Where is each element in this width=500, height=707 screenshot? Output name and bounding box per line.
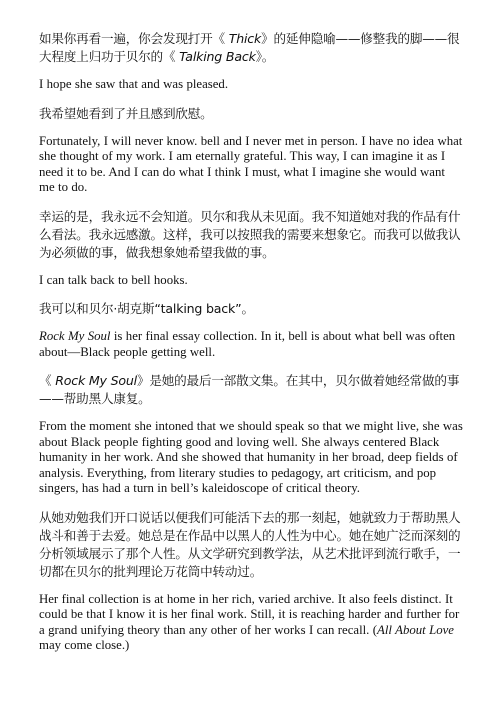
paragraph-zh-4: 我可以和贝尔·胡克斯“talking back”。 (39, 301, 254, 316)
paragraph-en-3: I can talk back to bell hooks. (39, 272, 188, 287)
paragraph-zh-3: 幸运的是，我永远不会知道。贝尔和我从未见面。我不知道她对我的作品有什么看法。我永远感激。这样，我可以按照我的需要来想象它。而我可以做我认为必须做的事，做我想象她希望我做的事。 (39, 208, 461, 260)
paragraph-en-2: Fortunately, I will never know. bell and I never met in person. I have no idea what she thought of my work. I am eternally grateful. This way, I can imagine it as I need it to be. And I can do what I think I must, what I imagine she would want me to do. (39, 133, 463, 194)
paragraph-zh-5: 《 Rock My Soul》是她的最后一部散文集。在其中，贝尔做着她经常做的事——帮助黑人康复。 (39, 373, 460, 406)
paragraph-en-1: I hope she saw that and was pleased. (39, 77, 229, 91)
paragraph-zh-2: 我希望她看到了并且感到欣慰。 (39, 105, 213, 121)
paragraph-en-6: Her final collection is at home in her rich, varied archive. It also feels distinct. It could be that I know it is her final work. Still, it is reaching harder and further for a grand unifying theory than any other of her works I can recall. (All About Love may come close.) (39, 591, 460, 652)
paragraph-zh-6: 从她劝勉我们开口说话以便我们可能活下去的那一刻起，她就致力于帮助黑人战斗和善于去爱。她总是在作品中以黑人的人性为中心。她在她广泛而深刻的分析领域展示了那个人性。从文学研究到教学法，从艺术批评到流行歌手，一切都在贝尔的批判理论万花筒中转动过。 (39, 509, 461, 579)
paragraph-en-4: Rock My Soul is her final essay collection. In it, bell is about what bell was often about—Black people getting well. (39, 329, 456, 359)
document-page (39, 30, 463, 666)
paragraph-zh-1: 如果你再看一遍，你会发现打开《 Thick》的延伸隐喻——修整我的脚——很大程度上归功于贝尔的《 Talking Back》。 (39, 31, 460, 64)
paragraph-en-5: From the moment she intoned that we should speak so that we might live, she was about Black people fighting good and loving well. She always centered Black humanity in her work. And she showed that humanity in her broad, deep fields of analysis. Everything, from literary studies to pedagogy, art criticism, and pop singers, has had a turn in bell’s kaleidoscope of critical theory. (39, 419, 463, 495)
